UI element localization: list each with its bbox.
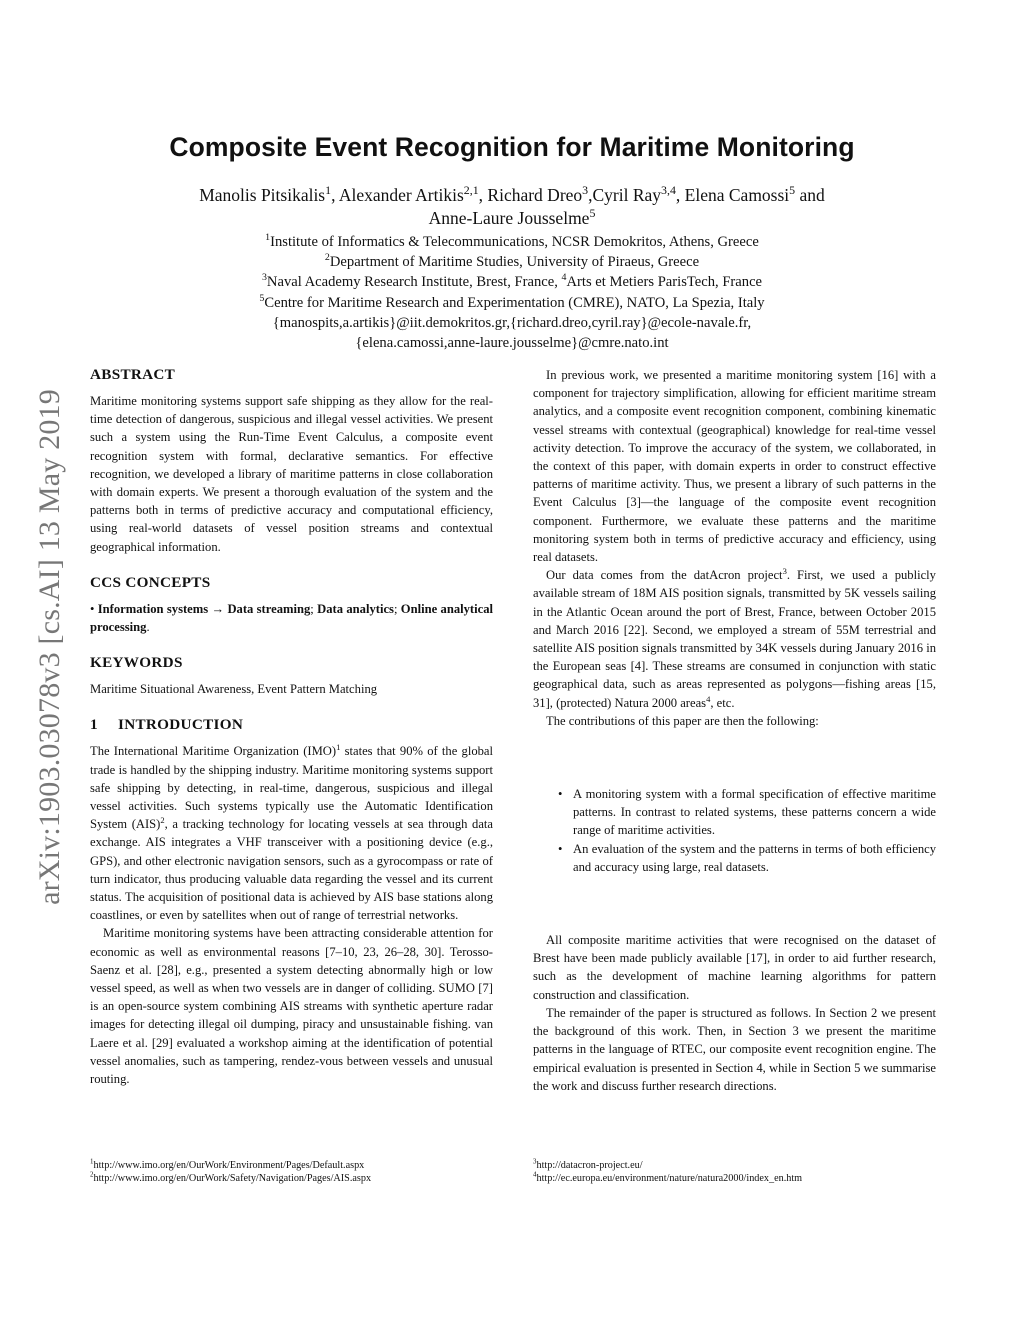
intro-text: states that 90% of the global trade is handled by the shipping industry. Maritime monitoring systems support safe shipping by detecting, in real-time, dangerous, suspicious and illegal vessel activities. Such systems typically use the Automatic Identification System (AIS) (90, 744, 494, 832)
author-separator: and (795, 185, 825, 205)
affiliation-number: 3 (261, 272, 267, 284)
affiliation-text: Centre for Maritime Research and Experimentation (CMRE), NATO, La Spezia, Italy (264, 294, 765, 311)
ccs-term: Information systems (97, 601, 209, 616)
affiliation-text: Institute of Informatics & Telecommunications, NCSR Demokritos, Athens, Greece (270, 234, 759, 250)
affiliation-number: 2 (324, 252, 330, 264)
author-name: Anne-Laure Jousselme (428, 208, 590, 228)
author-separator: , (588, 185, 593, 205)
abstract-heading: ABSTRACT (90, 366, 176, 383)
ccs-concepts (90, 600, 493, 636)
contribution-text: A monitoring system with a formal specification of effective maritime patterns. In contrast to related systems, these patterns concern a wide range of maritime activities. (573, 787, 936, 838)
affiliation-text: Arts et Metiers ParisTech, France (566, 274, 763, 291)
author-separator: , (331, 185, 339, 205)
affiliation-block (110, 232, 914, 353)
ccs-separator: ; (393, 601, 401, 616)
intro-text: The International Maritime Organization (IMO) (90, 744, 337, 759)
footnote (533, 1159, 802, 1172)
affiliation-number: 4 (561, 272, 567, 284)
paragraph-text: , etc. (710, 695, 735, 710)
intro-paragraph-2: Maritime monitoring systems have been attracting considerable attention for economic as well as environmental reasons [7–10, 23, 26–28, 30]. Terosso-Saenz et al. [28], e.g., presented a system detecting abnormally high or low vessel speed, as well as when two vessels are in danger of colliding. SUMO [7] is an open-source system combining AIS streams with synthetic aperture radar images for detecting illegal oil dumping, piracy and unsustainable fishing. van Laere et al. [29] evaluated a workshop aiming at the identification of potential vessel anomalies, such as tampering, rendez-vous between vessels and unusual routing. (90, 926, 493, 1087)
ccs-term: Data streaming (227, 601, 311, 616)
bullet-icon: • (558, 787, 563, 802)
contribution-item (533, 840, 936, 876)
author-list (110, 184, 914, 230)
footnote-link[interactable]: http://ec.europa.eu/environment/nature/natura2000/index_en.htm (536, 1173, 803, 1184)
right-paragraph-5: The remainder of the paper is structured as follows. In Section 2 we present the background of this work. Then, in Section 3 we present the maritime patterns in the language of RTEC, our composite event recognition engine. The empirical evaluation is presented in Section 4, while in Section 5 we summarise the work and discuss further research directions. (533, 1005, 936, 1093)
affiliation-line (110, 293, 914, 313)
keywords-text: Maritime Situational Awareness, Event Pattern Matching (90, 682, 378, 697)
footnote-mark: 4 (706, 693, 711, 704)
ccs-end: . (146, 620, 150, 635)
author-separator: , (675, 185, 685, 205)
right-paragraph-3: The contributions of this paper are then the following: (546, 713, 819, 728)
affiliation-number: 1 (265, 232, 271, 244)
author-name: Cyril Ray (592, 185, 662, 205)
footnote-link[interactable]: http://www.imo.org/en/OurWork/Environment/Pages/Default.aspx (93, 1160, 365, 1171)
right-paragraph-2 (533, 566, 936, 712)
footnote-number: 3 (533, 1158, 537, 1166)
footnote-mark: 3 (782, 566, 787, 577)
author-affiliation-mark: 2,1 (463, 183, 479, 198)
affiliation-line (110, 252, 914, 272)
ccs-heading: CCS CONCEPTS (90, 573, 211, 591)
footnote-number: 4 (533, 1171, 537, 1179)
author-name: Richard Dreo (487, 185, 583, 205)
right-paragraph-4: All composite maritime activities that were recognised on the dataset of Brest have been made publicly available [17], in order to aid further research, such as the development of machine learning algorithms for pattern construction and classification. (533, 933, 936, 1002)
introduction-heading (90, 716, 493, 734)
ccs-separator: ; (310, 601, 318, 616)
left-column (90, 366, 493, 1088)
contribution-item (533, 785, 936, 840)
author-name: Alexander Artikis (338, 185, 464, 205)
author-name: Manolis Pitsikalis (199, 185, 326, 205)
arxiv-stamp (30, 352, 70, 942)
footnote (90, 1172, 371, 1185)
keywords-heading: KEYWORDS (90, 654, 183, 672)
arxiv-stamp-text: arXiv:1903.03078v3 [cs.AI] 13 May 2019 (33, 389, 66, 905)
ccs-arrow: → (211, 601, 225, 616)
footnote (90, 1159, 371, 1172)
paragraph-text: Our data comes from the datAcron project (546, 568, 783, 583)
right-paragraph-1: In previous work, we presented a maritime monitoring system [16] with a component for trajectory simplification, allowing for efficient maritime stream analytics, and a composite event recognition component, combining kinematic vessel streams with contextual (geographical) knowledge for real-time vessel activity detection. To improve the accuracy of the system, we collaborated, in the context of this paper, with domain experts in order to construct effective patterns of maritime activity. Thus, we present a library of such patterns in the Event Calculus [3]—the language of the composite event recognition component. Furthermore, we evaluate these patterns and the maritime monitoring system both in terms of predictive accuracy and efficiency, using real datasets. (533, 368, 936, 565)
author-separator: , (478, 185, 488, 205)
author-affiliation-mark: 5 (789, 183, 796, 198)
footnote-mark: 2 (160, 815, 165, 826)
footnote-link[interactable]: http://www.imo.org/en/OurWork/Safety/Navigation/Pages/AIS.aspx (93, 1173, 372, 1184)
affiliation-text: Naval Academy Research Institute, Brest, France, (266, 274, 562, 291)
abstract-text: Maritime monitoring systems support safe shipping as they allow for the real-time detection of dangerous, suspicious and illegal vessel activities. We present such a system using the Run-Time Event Calculus, a composite event recognition system with formal, declarative semantics. For effective recognition, we developed a library of maritime patterns in close collaboration with domain experts. We present a thorough evaluation of the system and the patterns both in terms of predictive accuracy and computational efficiency, using real-world datasets of vessel position streams and contextual geographical information. (90, 394, 493, 554)
footnote-mark: 1 (336, 742, 341, 753)
ccs-bullet: • (90, 601, 95, 616)
footnote-number: 1 (90, 1158, 94, 1166)
affiliation-number: 5 (259, 292, 265, 304)
footnotes-left (90, 1159, 371, 1185)
affiliation-line (110, 272, 914, 292)
author-affiliation-mark: 3 (582, 183, 589, 198)
author-affiliation-mark: 5 (589, 206, 596, 221)
email-line: {manospits,a.artikis}@iit.demokritos.gr,{richard.dreo,cyril.ray}@ecole-navale.fr, (272, 314, 752, 331)
intro-paragraph-1 (90, 742, 493, 924)
email-line: {elena.camossi,anne-laure.jousselme}@cmre.nato.int (355, 335, 669, 352)
section-title: INTRODUCTION (118, 716, 244, 734)
footnote-link[interactable]: http://datacron-project.eu/ (536, 1160, 643, 1171)
ccs-term: Online analytical processing (90, 601, 493, 635)
right-column (533, 366, 936, 1095)
affiliation-line (110, 232, 914, 252)
contributions-list (533, 785, 936, 876)
paragraph-text: . First, we used a publicly available stream of 18M AIS position signals, transmitted by 5K vessels sailing in the Atlantic Ocean around the port of Brest, France, between October 2015 and March 2016 [22]. Second, we employed a stream of 55M terrestrial and satellite AIS position signals transmitted by 34K vessels during January 2016 in the European seas [4]. These streams are consumed in conjunction with static geographical data, such as areas represented as polygons—fishing areas [15, 31], (protected) Natura 2000 areas (533, 568, 936, 710)
author-affiliation-mark: 1 (325, 183, 332, 198)
intro-text: , a tracking technology for locating vessels at sea through data exchange. AIS integrates a VHF transceiver with a positioning device (e.g., GPS), and other electronic navigation sensors, such as a gyrocompass or rate of turn indicator, thus producing valuable data regarding the vessel and its current status. The acquisition of positional data is achieved by AIS base stations along coastlines, or even by satellites when out of range of terrestrial networks. (90, 817, 493, 923)
author-name: Elena Camossi (684, 185, 790, 205)
author-affiliation-mark: 3,4 (661, 183, 676, 198)
contribution-text: An evaluation of the system and the patterns in terms of both efficiency and accuracy using large, real datasets. (573, 841, 936, 874)
ccs-term: Data analytics (317, 601, 394, 616)
footnotes-right (533, 1159, 802, 1185)
bullet-icon: • (558, 841, 563, 856)
footnote-number: 2 (90, 1171, 94, 1179)
footnote (533, 1172, 802, 1185)
paper-title: Composite Event Recognition for Maritime Monitoring (169, 132, 855, 162)
section-number: 1 (90, 716, 98, 734)
affiliation-text: Department of Maritime Studies, University of Piraeus, Greece (329, 254, 700, 271)
